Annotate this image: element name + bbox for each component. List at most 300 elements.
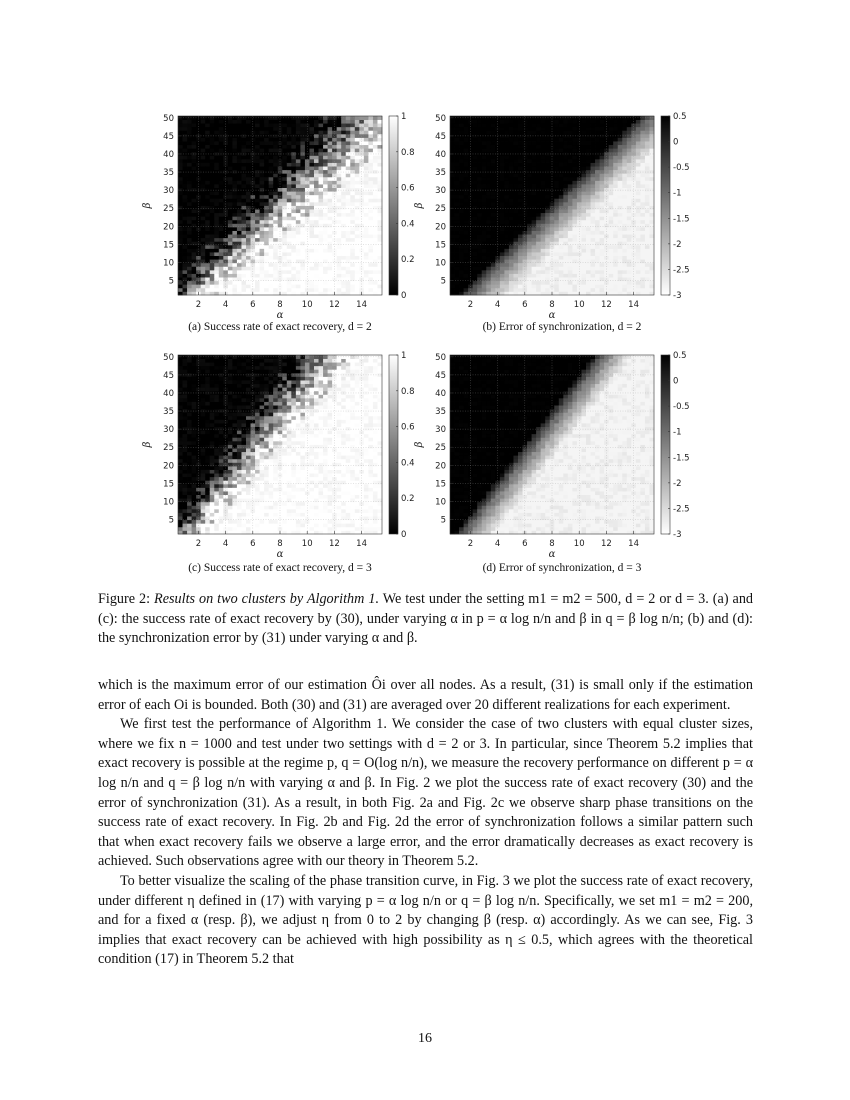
heatmap-cell <box>328 155 333 159</box>
heatmap-cell <box>269 145 274 149</box>
heatmap-cell <box>201 384 206 388</box>
heatmap-cell <box>627 256 632 260</box>
heatmap-cell <box>609 266 614 270</box>
heatmap-cell <box>219 288 224 292</box>
heatmap-cell <box>541 213 546 217</box>
heatmap-cell <box>477 177 482 181</box>
heatmap-cell <box>255 188 260 192</box>
heatmap-cell <box>219 137 224 141</box>
heatmap-cell <box>532 227 537 231</box>
heatmap-cell <box>645 223 650 227</box>
heatmap-cell <box>309 148 314 152</box>
heatmap-cell <box>536 216 541 220</box>
heatmap-cell <box>269 206 274 210</box>
heatmap-cell <box>255 137 260 141</box>
heatmap-cell <box>228 198 233 202</box>
heatmap-cell <box>486 220 491 224</box>
heatmap-cell <box>282 227 287 231</box>
heatmap-cell <box>532 195 537 199</box>
heatmap-cell <box>214 223 219 227</box>
heatmap-cell <box>287 209 292 213</box>
heatmap-cell <box>581 120 586 124</box>
heatmap-cell <box>178 170 183 174</box>
heatmap-cell <box>264 163 269 167</box>
heatmap-cell <box>477 223 482 227</box>
heatmap-cell <box>296 223 301 227</box>
heatmap-cell <box>296 145 301 149</box>
heatmap-cell <box>228 256 233 260</box>
heatmap-cell <box>210 148 215 152</box>
heatmap-cell <box>309 220 314 224</box>
heatmap-cell <box>563 281 568 285</box>
heatmap-cell <box>183 470 188 474</box>
heatmap-cell <box>513 123 518 127</box>
heatmap-cell <box>205 455 210 459</box>
heatmap-cell <box>504 227 509 231</box>
x-tick-label: 4 <box>222 300 229 310</box>
heatmap-cell <box>482 252 487 256</box>
heatmap-cell <box>622 234 627 238</box>
heatmap-cell <box>260 137 265 141</box>
heatmap-cell <box>328 234 333 238</box>
heatmap-cell <box>201 462 206 466</box>
heatmap-cell <box>282 234 287 238</box>
heatmap-cell <box>591 173 596 177</box>
heatmap-cell <box>595 170 600 174</box>
heatmap-cell <box>183 241 188 245</box>
heatmap-cell <box>282 263 287 267</box>
heatmap-cell <box>636 177 641 181</box>
heatmap-cell <box>282 256 287 260</box>
y-tick-label: 20 <box>163 222 174 233</box>
heatmap-cell <box>500 145 505 149</box>
heatmap-cell <box>622 202 627 206</box>
heatmap-cell <box>504 209 509 213</box>
heatmap-cell <box>364 141 369 145</box>
heatmap-cell <box>228 206 233 210</box>
heatmap-cell <box>255 263 260 267</box>
heatmap-cell <box>572 227 577 231</box>
heatmap-cell <box>246 141 251 145</box>
heatmap-cell <box>377 252 382 256</box>
heatmap-cell <box>554 209 559 213</box>
heatmap-cell <box>482 166 487 170</box>
heatmap-cell <box>269 216 274 220</box>
heatmap-cell <box>291 137 296 141</box>
heatmap-cell <box>373 130 378 134</box>
heatmap-cell <box>192 274 197 278</box>
heatmap-cell <box>273 163 278 167</box>
heatmap-cell <box>296 216 301 220</box>
heatmap-cell <box>205 376 210 380</box>
heatmap-cell <box>241 188 246 192</box>
heatmap-cell <box>581 155 586 159</box>
heatmap-cell <box>600 141 605 145</box>
heatmap-cell <box>455 195 460 199</box>
heatmap-cell <box>513 220 518 224</box>
heatmap-cell <box>350 227 355 231</box>
heatmap-cell <box>536 241 541 245</box>
heatmap-cell <box>591 245 596 249</box>
heatmap-cell <box>541 127 546 131</box>
heatmap-cell <box>210 266 215 270</box>
heatmap-cell <box>228 263 233 267</box>
heatmap-cell <box>201 248 206 252</box>
heatmap-cell <box>192 362 197 366</box>
heatmap-cell <box>255 145 260 149</box>
heatmap-cell <box>554 281 559 285</box>
heatmap-cell <box>364 127 369 131</box>
heatmap-cell <box>545 266 550 270</box>
heatmap-cell <box>291 263 296 267</box>
heatmap-cell <box>205 462 210 466</box>
heatmap-cell <box>228 141 233 145</box>
heatmap-cell <box>545 241 550 245</box>
heatmap-cell <box>455 263 460 267</box>
heatmap-cell <box>550 163 555 167</box>
heatmap-cell <box>346 180 351 184</box>
heatmap-cell <box>450 223 455 227</box>
heatmap-cell <box>554 270 559 274</box>
heatmap-cell <box>264 234 269 238</box>
heatmap-cell <box>559 177 564 181</box>
heatmap-cell <box>282 191 287 195</box>
heatmap-cell <box>464 209 469 213</box>
heatmap-cell <box>618 120 623 124</box>
heatmap-cell <box>482 213 487 217</box>
heatmap-cell <box>237 234 242 238</box>
heatmap-cell <box>192 123 197 127</box>
heatmap-cell <box>377 163 382 167</box>
heatmap-cell <box>178 394 183 398</box>
heatmap-cell <box>300 241 305 245</box>
heatmap-cell <box>210 263 215 267</box>
heatmap-cell <box>255 195 260 199</box>
heatmap-cell <box>591 241 596 245</box>
heatmap-cell <box>201 266 206 270</box>
heatmap-cell <box>300 220 305 224</box>
heatmap-cell <box>201 195 206 199</box>
heatmap-cell <box>232 284 237 288</box>
heatmap-cell <box>545 274 550 278</box>
heatmap-cell <box>214 266 219 270</box>
heatmap-cell <box>455 206 460 210</box>
heatmap-cell <box>518 177 523 181</box>
heatmap-cell <box>591 238 596 242</box>
heatmap-cell <box>450 120 455 124</box>
heatmap-cell <box>355 234 360 238</box>
heatmap-cell <box>282 241 287 245</box>
heatmap-cell <box>187 527 192 531</box>
heatmap-cell <box>373 141 378 145</box>
heatmap-cell <box>572 206 577 210</box>
heatmap-cell <box>269 127 274 131</box>
x-tick-label: 12 <box>328 300 340 310</box>
heatmap-cell <box>459 281 464 285</box>
heatmap-cell <box>282 198 287 202</box>
heatmap-cell <box>309 163 314 167</box>
heatmap-cell <box>232 195 237 199</box>
heatmap-cell <box>450 184 455 188</box>
heatmap-cell <box>559 148 564 152</box>
heatmap-cell <box>572 137 577 141</box>
heatmap-cell <box>504 137 509 141</box>
heatmap-cell <box>491 248 496 252</box>
heatmap-cell <box>341 198 346 202</box>
heatmap-cell <box>183 369 188 373</box>
heatmap-cell <box>178 234 183 238</box>
heatmap-cell <box>504 130 509 134</box>
heatmap-cell <box>187 245 192 249</box>
heatmap-cell <box>572 148 577 152</box>
heatmap-cell <box>568 274 573 278</box>
heatmap-cell <box>645 263 650 267</box>
heatmap-cell <box>595 145 600 149</box>
heatmap-cell <box>586 270 591 274</box>
heatmap-cell <box>228 223 233 227</box>
heatmap-cell <box>196 402 201 406</box>
heatmap-cell <box>455 148 460 152</box>
heatmap-cell <box>459 130 464 134</box>
heatmap-cell <box>591 145 596 149</box>
heatmap-cell <box>636 234 641 238</box>
heatmap-cell <box>192 284 197 288</box>
heatmap-cell <box>636 238 641 242</box>
heatmap-cell <box>287 137 292 141</box>
heatmap-cell <box>192 495 197 499</box>
heatmap-cell <box>201 484 206 488</box>
heatmap-cell <box>328 213 333 217</box>
heatmap-cell <box>622 155 627 159</box>
y-tick-label: 50 <box>435 113 446 124</box>
heatmap-cell <box>187 281 192 285</box>
heatmap-cell <box>482 256 487 260</box>
heatmap-cell <box>464 220 469 224</box>
colorbar-tick-label: 0 <box>673 137 679 148</box>
heatmap-cell <box>527 180 532 184</box>
heatmap-cell <box>201 427 206 431</box>
heatmap-cell <box>486 213 491 217</box>
heatmap-cell <box>486 209 491 213</box>
heatmap-cell <box>545 213 550 217</box>
heatmap-cell <box>332 163 337 167</box>
heatmap-cell <box>645 188 650 192</box>
heatmap-cell <box>568 252 573 256</box>
heatmap-cell <box>255 163 260 167</box>
heatmap-cell <box>237 256 242 260</box>
heatmap-cell <box>532 270 537 274</box>
heatmap-cell <box>613 148 618 152</box>
heatmap-cell <box>523 188 528 192</box>
heatmap-cell <box>464 191 469 195</box>
heatmap-cell <box>319 206 324 210</box>
heatmap-cell <box>536 238 541 242</box>
heatmap-cell <box>373 227 378 231</box>
heatmap-cell <box>260 263 265 267</box>
heatmap-cell <box>459 195 464 199</box>
heatmap-cell <box>219 173 224 177</box>
heatmap-cell <box>273 223 278 227</box>
heatmap-cell <box>328 198 333 202</box>
heatmap-cell <box>187 477 192 481</box>
heatmap-cell <box>282 163 287 167</box>
heatmap-cell <box>591 248 596 252</box>
heatmap-cell <box>613 180 618 184</box>
heatmap-cell <box>337 148 342 152</box>
heatmap-cell <box>563 241 568 245</box>
heatmap-cell <box>627 148 632 152</box>
heatmap-cell <box>377 180 382 184</box>
heatmap-cell <box>618 270 623 274</box>
heatmap-cell <box>232 170 237 174</box>
heatmap-cell <box>509 245 514 249</box>
heatmap-cell <box>377 145 382 149</box>
heatmap-cell <box>309 177 314 181</box>
heatmap-cell <box>509 248 514 252</box>
heatmap-cell <box>563 170 568 174</box>
heatmap-cell <box>491 209 496 213</box>
heatmap-cell <box>645 184 650 188</box>
heatmap-cell <box>201 527 206 531</box>
heatmap-cell <box>287 195 292 199</box>
heatmap-cell <box>536 123 541 127</box>
heatmap-cell <box>323 148 328 152</box>
heatmap-cell <box>491 127 496 131</box>
heatmap-cell <box>187 180 192 184</box>
heatmap-cell <box>527 220 532 224</box>
heatmap-cell <box>264 206 269 210</box>
heatmap-cell <box>192 448 197 452</box>
heatmap-cell <box>282 173 287 177</box>
heatmap-cell <box>196 188 201 192</box>
heatmap-cell <box>649 127 654 131</box>
heatmap-cell <box>377 248 382 252</box>
heatmap-cell <box>178 288 183 292</box>
heatmap-cell <box>192 163 197 167</box>
heatmap-cell <box>319 188 324 192</box>
heatmap-cell <box>559 155 564 159</box>
y-tick-label: 5 <box>440 276 446 287</box>
heatmap-cell <box>337 270 342 274</box>
heatmap-cell <box>554 223 559 227</box>
heatmap-cell <box>296 266 301 270</box>
heatmap-cell <box>455 234 460 238</box>
heatmap-cell <box>287 177 292 181</box>
heatmap-cell <box>355 220 360 224</box>
heatmap-cell <box>255 206 260 210</box>
heatmap-cell <box>237 120 242 124</box>
heatmap-cell <box>364 170 369 174</box>
heatmap-cell <box>201 177 206 181</box>
heatmap-cell <box>183 423 188 427</box>
heatmap-cell <box>337 241 342 245</box>
heatmap-cell <box>192 394 197 398</box>
heatmap-cell <box>341 159 346 163</box>
heatmap-cell <box>600 206 605 210</box>
heatmap-cell <box>350 123 355 127</box>
heatmap-cell <box>314 184 319 188</box>
heatmap-cell <box>513 252 518 256</box>
heatmap-cell <box>572 263 577 267</box>
heatmap-cell <box>187 427 192 431</box>
heatmap-cell <box>541 209 546 213</box>
heatmap-cell <box>187 369 192 373</box>
heatmap-cell <box>264 123 269 127</box>
heatmap-cell <box>282 281 287 285</box>
heatmap-cell <box>649 198 654 202</box>
heatmap-cell <box>309 209 314 213</box>
heatmap-cell <box>618 170 623 174</box>
heatmap-cell <box>178 231 183 235</box>
heatmap-cell <box>219 270 224 274</box>
heatmap-cell <box>273 141 278 145</box>
heatmap-cell <box>346 177 351 181</box>
heatmap-cell <box>504 234 509 238</box>
heatmap-cell <box>337 188 342 192</box>
heatmap-cell <box>586 223 591 227</box>
heatmap-cell <box>232 281 237 285</box>
heatmap-cell <box>282 202 287 206</box>
heatmap-cell <box>187 234 192 238</box>
heatmap-cell <box>300 216 305 220</box>
heatmap-cell <box>341 245 346 249</box>
heatmap-cell <box>504 145 509 149</box>
heatmap-cell <box>541 256 546 260</box>
heatmap-cell <box>595 274 600 278</box>
colorbar <box>389 116 398 295</box>
heatmap-cell <box>187 412 192 416</box>
heatmap-cell <box>192 509 197 513</box>
heatmap-cell <box>183 376 188 380</box>
heatmap-cell <box>581 163 586 167</box>
heatmap-cell <box>636 220 641 224</box>
heatmap-cell <box>287 216 292 220</box>
heatmap-cell <box>187 455 192 459</box>
heatmap-cell <box>264 238 269 242</box>
heatmap-cell <box>450 123 455 127</box>
heatmap-cell <box>246 177 251 181</box>
heatmap-cell <box>482 209 487 213</box>
heatmap-cell <box>473 213 478 217</box>
heatmap-cell <box>500 198 505 202</box>
heatmap-cell <box>264 241 269 245</box>
heatmap-cell <box>291 166 296 170</box>
heatmap-cell <box>455 220 460 224</box>
heatmap-cell <box>282 209 287 213</box>
heatmap-cell <box>346 209 351 213</box>
heatmap-cell <box>513 145 518 149</box>
heatmap-cell <box>513 209 518 213</box>
heatmap-cell <box>201 452 206 456</box>
heatmap-cell <box>291 130 296 134</box>
heatmap-cell <box>640 238 645 242</box>
heatmap-cell <box>255 274 260 278</box>
heatmap-cell <box>282 213 287 217</box>
heatmap-cell <box>201 362 206 366</box>
heatmap-cell <box>368 252 373 256</box>
heatmap-cell <box>491 173 496 177</box>
heatmap-cell <box>464 188 469 192</box>
heatmap-cell <box>178 123 183 127</box>
heatmap-cell <box>622 274 627 278</box>
heatmap-cell <box>309 234 314 238</box>
heatmap-cell <box>545 148 550 152</box>
heatmap-cell <box>178 177 183 181</box>
heatmap-cell <box>591 163 596 167</box>
heatmap-cell <box>559 227 564 231</box>
heatmap-cell <box>572 130 577 134</box>
heatmap-cell <box>636 266 641 270</box>
